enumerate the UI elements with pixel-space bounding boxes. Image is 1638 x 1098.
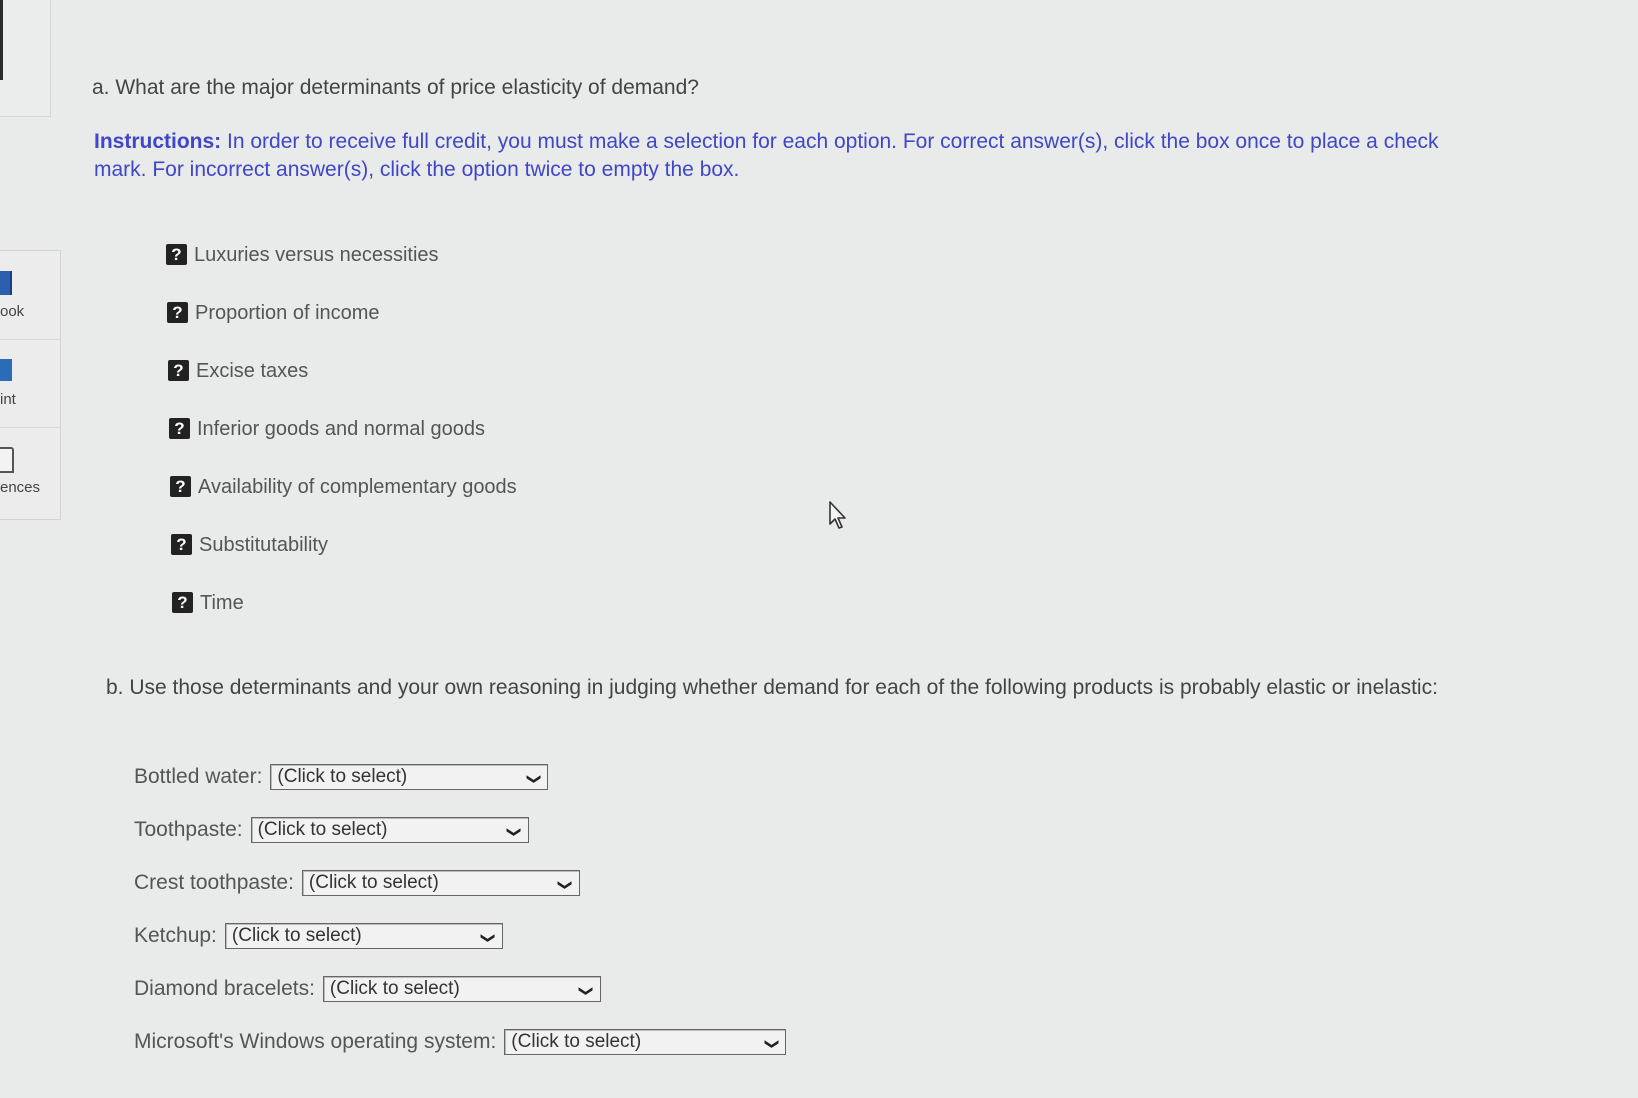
print-icon bbox=[0, 359, 12, 381]
question-mark-checkbox-icon[interactable]: ? bbox=[172, 592, 193, 613]
product-label: Microsoft's Windows operating system: bbox=[134, 1029, 497, 1053]
option-label: Proportion of income bbox=[195, 302, 380, 324]
chevron-down-icon: ❯ bbox=[763, 1037, 780, 1050]
option-label: Excise taxes bbox=[196, 360, 309, 382]
question-b-prompt: b. Use those determinants and your own reasoning in judging whether demand for each of the following products is probably elastic or inelastic: bbox=[106, 676, 1438, 699]
question-a-prompt: a. What are the major determinants of price elasticity of demand? bbox=[92, 76, 699, 99]
question-mark-checkbox-icon[interactable]: ? bbox=[169, 418, 190, 439]
option-label: Inferior goods and normal goods bbox=[197, 418, 485, 440]
left-tool-rail bbox=[0, 250, 61, 520]
references-icon bbox=[0, 447, 14, 473]
rail-top-bar bbox=[0, 0, 3, 80]
select-value: (Click to select) bbox=[277, 765, 408, 787]
option-label: Availability of complementary goods bbox=[198, 476, 517, 498]
product-row-microsoft-windows bbox=[134, 1015, 786, 1068]
product-label: Toothpaste: bbox=[134, 817, 243, 841]
instructions-label: Instructions: bbox=[94, 130, 222, 153]
question-mark-checkbox-icon[interactable]: ? bbox=[168, 360, 189, 381]
product-label: Crest toothpaste: bbox=[134, 870, 294, 894]
option-complementary-goods[interactable] bbox=[170, 476, 517, 534]
chevron-down-icon: ❯ bbox=[557, 878, 574, 891]
product-row-ketchup bbox=[134, 909, 786, 962]
rail-item-print[interactable] bbox=[0, 339, 60, 428]
option-proportion-of-income[interactable] bbox=[167, 302, 514, 360]
chevron-down-icon: ❯ bbox=[578, 984, 595, 997]
microsoft-windows-select[interactable] bbox=[504, 1029, 786, 1055]
option-label: Time bbox=[200, 592, 244, 614]
determinants-list bbox=[166, 244, 517, 650]
option-time[interactable] bbox=[172, 592, 519, 650]
select-value: (Click to select) bbox=[231, 924, 362, 946]
toothpaste-select[interactable] bbox=[251, 817, 529, 843]
product-row-diamond-bracelets bbox=[134, 962, 786, 1015]
question-mark-checkbox-icon[interactable]: ? bbox=[170, 476, 191, 497]
rail-item-label: ook bbox=[0, 303, 25, 320]
rail-item-ebook[interactable] bbox=[0, 251, 60, 340]
option-excise-taxes[interactable] bbox=[168, 360, 515, 418]
crest-toothpaste-select[interactable] bbox=[302, 870, 580, 896]
bottled-water-select[interactable] bbox=[270, 764, 548, 790]
book-icon bbox=[0, 271, 12, 295]
ketchup-select[interactable] bbox=[225, 923, 503, 949]
product-row-bottled-water bbox=[134, 750, 786, 803]
product-label: Ketchup: bbox=[134, 923, 217, 947]
product-row-crest-toothpaste bbox=[134, 856, 786, 909]
chevron-down-icon: ❯ bbox=[505, 825, 522, 838]
rail-item-references[interactable] bbox=[0, 427, 60, 515]
select-value: (Click to select) bbox=[511, 1030, 642, 1052]
instructions bbox=[94, 128, 1494, 184]
select-value: (Click to select) bbox=[329, 977, 460, 999]
chevron-down-icon: ❯ bbox=[480, 931, 497, 944]
chevron-down-icon: ❯ bbox=[525, 772, 542, 785]
rail-item-label: int bbox=[0, 391, 16, 408]
option-substitutability[interactable] bbox=[171, 534, 518, 592]
rail-top-panel bbox=[0, 0, 51, 117]
rail-item-label: ences bbox=[0, 479, 41, 496]
diamond-bracelets-select[interactable] bbox=[323, 976, 601, 1002]
option-label: Luxuries versus necessities bbox=[194, 244, 439, 266]
product-select-list bbox=[134, 750, 786, 1068]
question-mark-checkbox-icon[interactable]: ? bbox=[171, 534, 192, 555]
instructions-text: In order to receive full credit, you must make a selection for each option. For correct answer(s), click the box once to place a check mark. For incorrect answer(s), click the option twice to empty the box. bbox=[94, 130, 1439, 181]
product-label: Bottled water: bbox=[134, 764, 263, 788]
option-inferior-normal-goods[interactable] bbox=[169, 418, 516, 476]
select-value: (Click to select) bbox=[257, 818, 388, 840]
question-mark-checkbox-icon[interactable]: ? bbox=[167, 302, 188, 323]
question-mark-checkbox-icon[interactable]: ? bbox=[166, 244, 187, 265]
option-label: Substitutability bbox=[199, 534, 328, 556]
product-row-toothpaste bbox=[134, 803, 786, 856]
product-label: Diamond bracelets: bbox=[134, 976, 315, 1000]
option-luxuries[interactable] bbox=[166, 244, 513, 302]
select-value: (Click to select) bbox=[308, 871, 439, 893]
